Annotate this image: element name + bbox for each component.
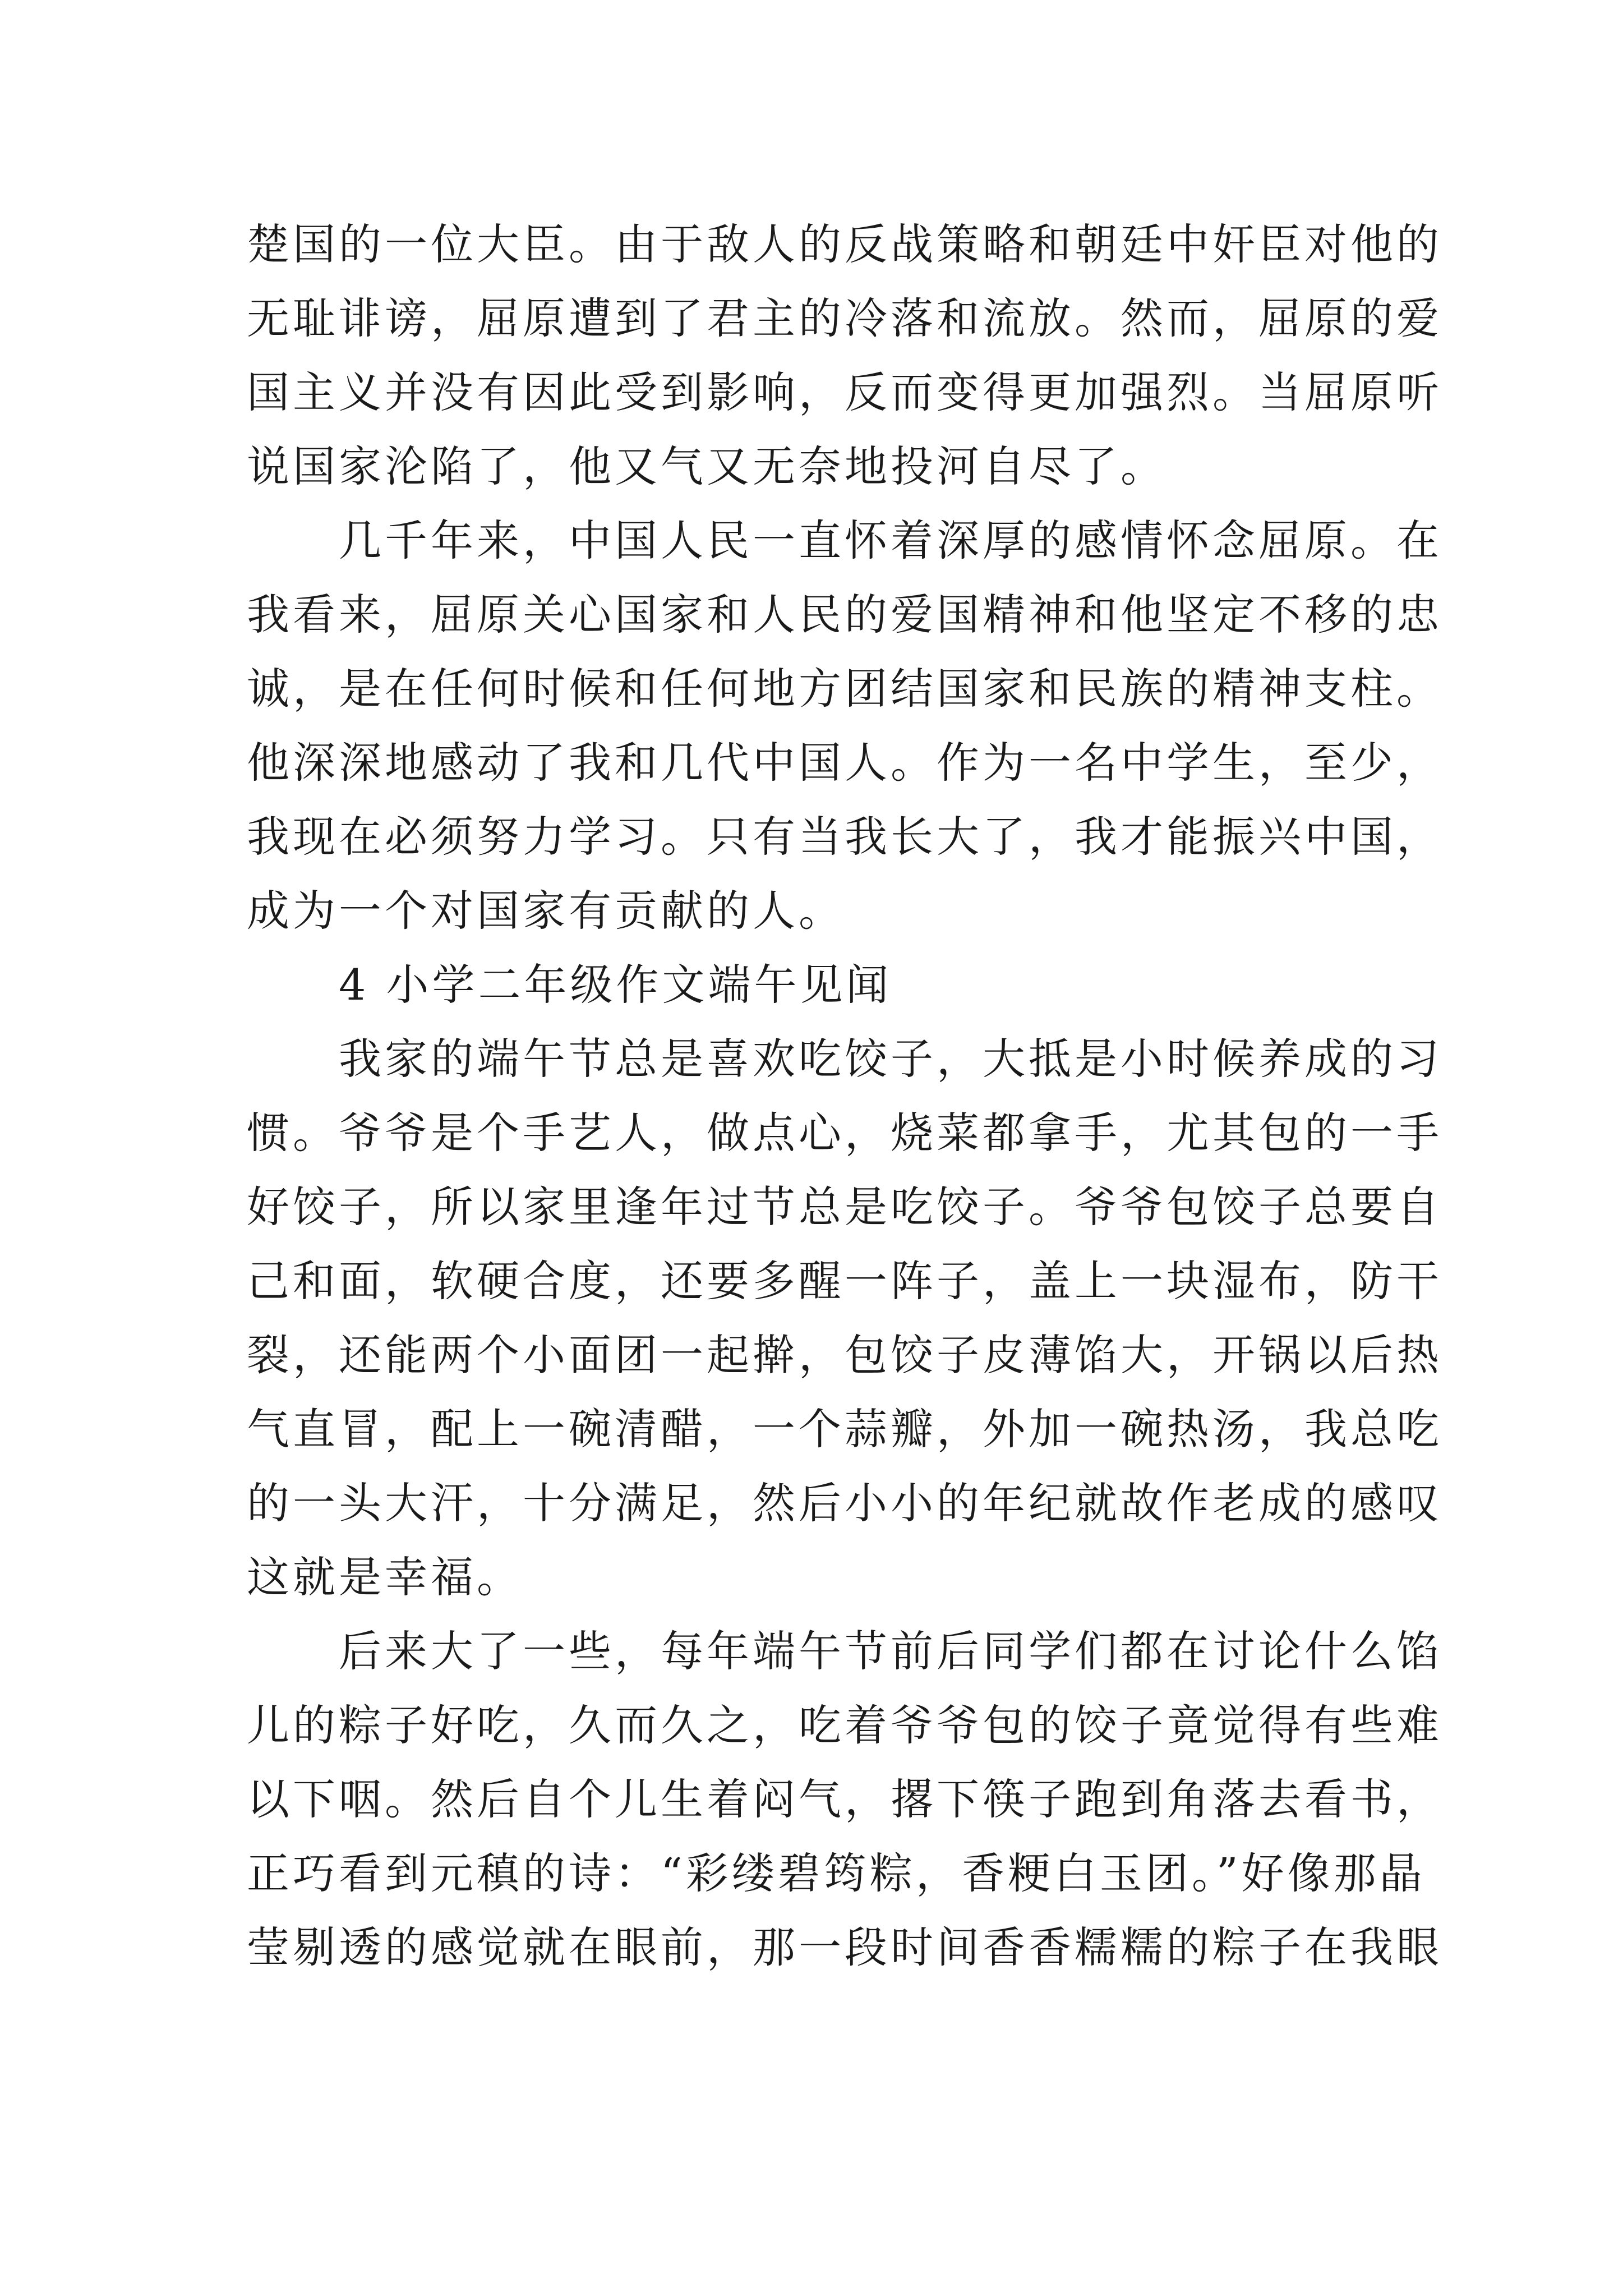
text-line: 以下咽。然后自个儿生着闷气，撂下筷子跑到角落去看书， — [247, 1774, 1442, 1824]
text-line: 裂，还能两个小面团一起擀，包饺子皮薄馅大，开锅以后热 — [247, 1330, 1442, 1380]
text-line: 正巧看到元稹的诗：“彩缕碧筠粽，香粳白玉团。”好像那晶 — [247, 1848, 1426, 1898]
paragraph-first-line: 后来大了一些，每年端午节前后同学们都在讨论什么馅 — [339, 1626, 1442, 1676]
paragraph-first-line: 我家的端午节总是喜欢吃饺子，大抵是小时候养成的习 — [339, 1034, 1442, 1084]
text-line: 无耻诽谤，屈原遭到了君主的冷落和流放。然而，屈原的爱 — [247, 293, 1442, 343]
text-line: 他深深地感动了我和几代中国人。作为一名中学生，至少， — [247, 738, 1442, 788]
paragraph-first-line: 4 小学二年级作文端午见闻 — [339, 960, 892, 1010]
text-line: 儿的粽子好吃，久而久之，吃着爷爷包的饺子竟觉得有些难 — [247, 1700, 1442, 1750]
paragraph-first-line: 几千年来，中国人民一直怀着深厚的感情怀念屈原。在 — [339, 516, 1442, 565]
text-line: 这就是幸福。 — [247, 1552, 523, 1602]
text-line: 我看来，屈原关心国家和人民的爱国精神和他坚定不移的忠 — [247, 590, 1442, 639]
text-line: 国主义并没有因此受到影响，反而变得更加强烈。当屈原听 — [247, 367, 1442, 417]
text-line: 的一头大汗，十分满足，然后小小的年纪就故作老成的感叹 — [247, 1478, 1442, 1528]
text-line: 诚，是在任何时候和任何地方团结国家和民族的精神支柱。 — [247, 664, 1442, 714]
text-line: 说国家沦陷了，他又气又无奈地投河自尽了。 — [247, 441, 1166, 491]
text-line: 楚国的一位大臣。由于敌人的反战策略和朝廷中奸臣对他的 — [247, 219, 1442, 269]
text-line: 莹剔透的感觉就在眼前，那一段时间香香糯糯的粽子在我眼 — [247, 1922, 1442, 1972]
text-line: 成为一个对国家有贡献的人。 — [247, 886, 845, 936]
text-line: 好饺子，所以家里逢年过节总是吃饺子。爷爷包饺子总要自 — [247, 1182, 1442, 1232]
text-line: 气直冒，配上一碗清醋，一个蒜瓣，外加一碗热汤，我总吃 — [247, 1404, 1442, 1454]
body-text — [247, 208, 1442, 1985]
text-line: 己和面，软硬合度，还要多醒一阵子，盖上一块湿布，防干 — [247, 1256, 1442, 1306]
text-line: 惯。爷爷是个手艺人，做点心，烧菜都拿手，尤其包的一手 — [247, 1108, 1442, 1158]
text-line: 我现在必须努力学习。只有当我长大了，我才能振兴中国， — [247, 812, 1442, 862]
